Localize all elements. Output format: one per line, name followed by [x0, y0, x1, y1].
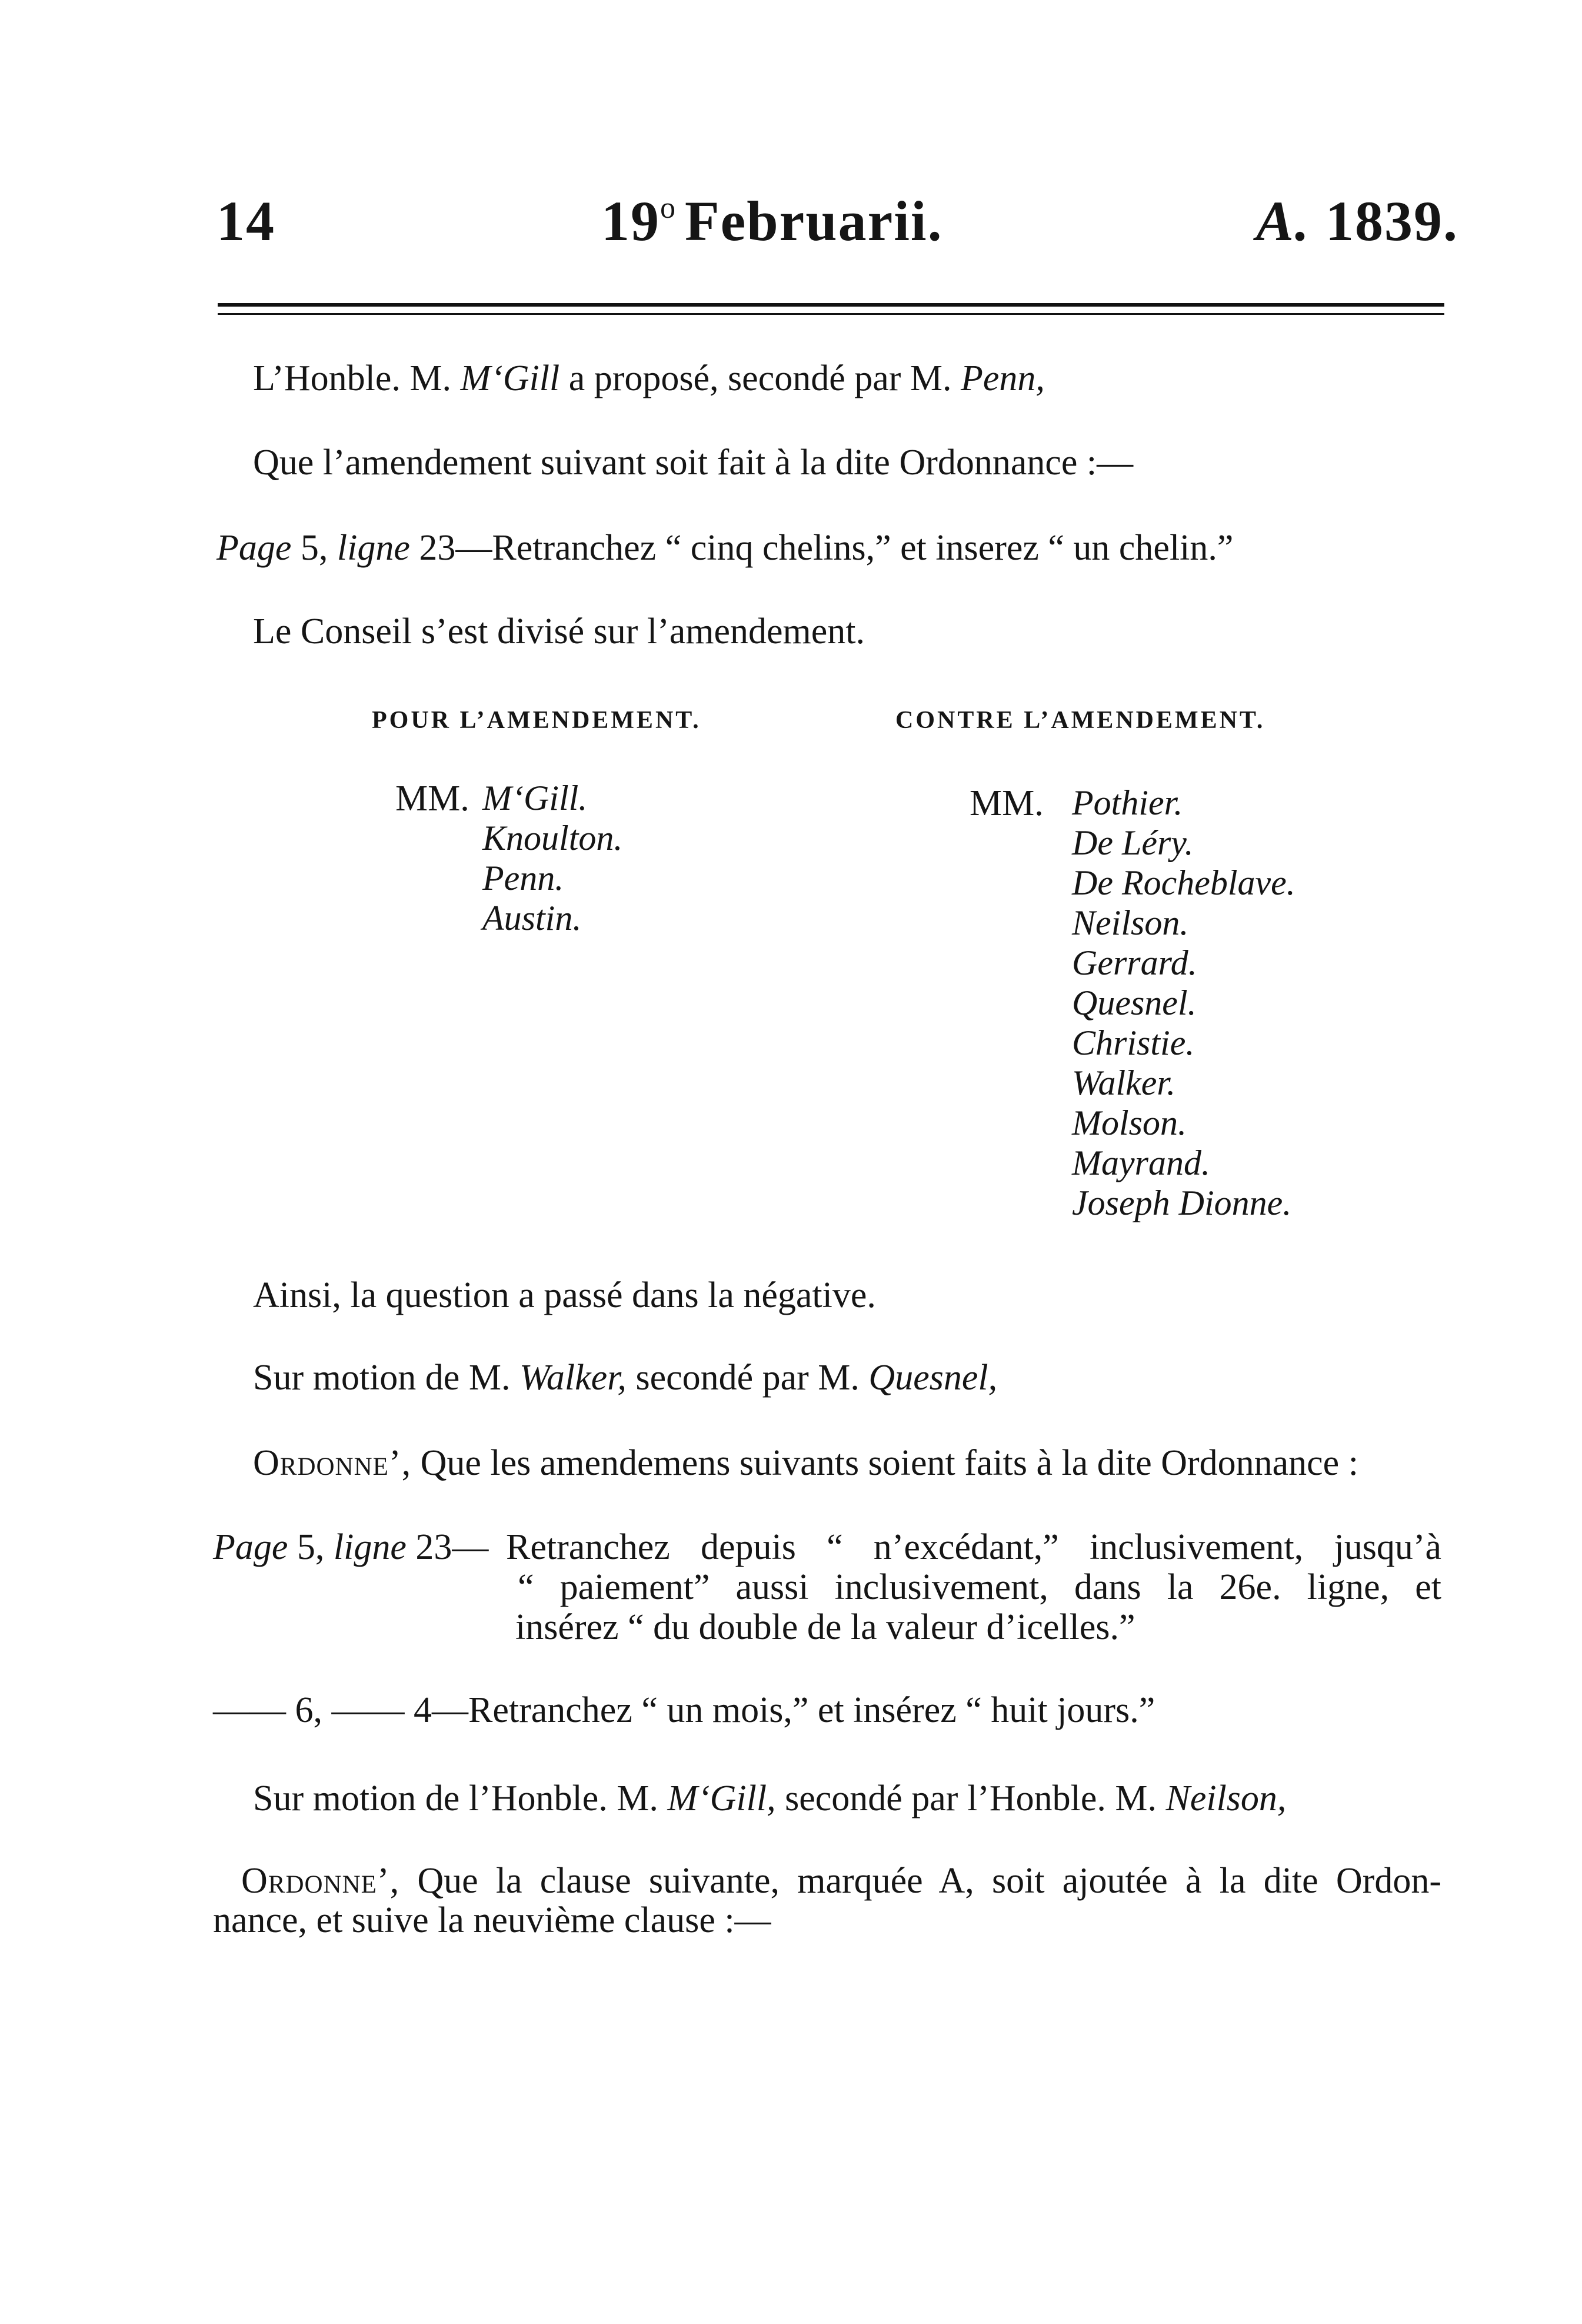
motion-paragraph [253, 360, 1045, 397]
ordonne-label: Ordonne’, [253, 1443, 412, 1483]
page-date [601, 188, 943, 254]
order-paragraph-line-1 [241, 1863, 1441, 1899]
motion-paragraph [253, 1780, 1286, 1817]
list-item: Joseph Dionne. [1072, 1183, 1292, 1222]
list-item: Quesnel. [1072, 983, 1197, 1022]
list-item: Penn. [482, 859, 564, 897]
list-item: Molson. [1072, 1103, 1187, 1142]
list-item: Neilson. [1072, 903, 1189, 942]
ditto-dash: —— [331, 1690, 405, 1730]
text: L’Honble. M. [253, 358, 461, 398]
result-paragraph: Ainsi, la question a passé dans la négative. [253, 1275, 876, 1315]
anno-mark: A. [1256, 189, 1311, 252]
page-year [1256, 188, 1458, 254]
year: 1839. [1325, 189, 1459, 252]
list-item: De Rocheblave. [1072, 863, 1295, 902]
member-name: Neilson, [1165, 1778, 1287, 1818]
order-paragraph [253, 1445, 1358, 1481]
member-name: M‘Gill, [667, 1778, 776, 1818]
against-heading: CONTRE L’AMENDEMENT. [895, 707, 1265, 734]
list-item: M‘Gill. [482, 779, 588, 817]
list-item: De Léry. [1072, 823, 1194, 862]
ordonne-label: Ordonne’, [241, 1861, 400, 1901]
list-item: Austin. [482, 899, 582, 937]
text: Que la clause suivante, marquée A, soit ajoutée à la dite Ordon- [399, 1861, 1441, 1901]
text: Sur motion de M. [253, 1358, 519, 1398]
member-name: Quesnel, [868, 1358, 998, 1398]
amendment-intro: Que l’amendement suivant soit fait à la dite Ordonnance :— [253, 443, 1134, 483]
mm-label-for: MM. [395, 779, 469, 819]
text: Sur motion de l’Honble. M. [253, 1778, 668, 1818]
list-item: Mayrand. [1072, 1143, 1210, 1182]
text: secondé par l’Honble. M. [775, 1778, 1166, 1818]
text: Que les amendemens suivants soient faits à la dite Ordonnance : [411, 1443, 1358, 1483]
amendment-text-line-1: Retranchez depuis “ n’excédant,” inclusivement, jusqu’à [506, 1527, 1441, 1567]
text: 5, [291, 528, 337, 568]
text: 23—Retranchez “ cinq chelins,” et inserez “ un chelin.” [409, 528, 1234, 568]
member-name: Penn, [961, 358, 1045, 398]
amendment-line-2 [213, 1692, 1155, 1728]
division-intro: Le Conseil s’est divisé sur l’amendement. [253, 611, 865, 651]
for-heading: POUR L’AMENDEMENT. [372, 707, 701, 734]
text: 23— [406, 1527, 489, 1567]
amendment-text-line-2: “ paiement” aussi inclusivement, dans la 26e. ligne, et [518, 1567, 1441, 1607]
amendment-text-line-3: insérez “ du double de la valeur d’icelles.” [515, 1607, 1135, 1647]
page-ref: Page [217, 528, 292, 568]
order-paragraph-line-2: nance, et suive la neuvième clause :— [213, 1900, 771, 1940]
list-item: Knoulton. [482, 819, 623, 857]
motion-paragraph [253, 1359, 997, 1396]
list-item: Walker. [1072, 1063, 1176, 1102]
text: 6, [286, 1690, 332, 1730]
date-superscript: o [660, 191, 677, 225]
text: 4—Retranchez “ un mois,” et insérez “ huit jours.” [404, 1690, 1155, 1730]
ditto-dash: —— [213, 1690, 286, 1730]
header-rule-thick [218, 303, 1444, 307]
against-names-list [1072, 783, 1295, 1223]
text: 5, [288, 1527, 334, 1567]
list-item: Gerrard. [1072, 943, 1197, 982]
member-name: M‘Gill [460, 358, 560, 398]
text: a proposé, secondé par M. [559, 358, 961, 398]
for-names-list [482, 778, 622, 938]
mm-label-against: MM. [970, 783, 1044, 823]
header-rule-thin [218, 313, 1444, 315]
date-day: 19 [601, 189, 660, 252]
date-month: Februarii. [685, 189, 943, 252]
amendment-ref [213, 1527, 488, 1567]
amendment-line [217, 530, 1233, 566]
list-item: Christie. [1072, 1023, 1195, 1062]
line-ref: ligne [333, 1527, 407, 1567]
line-ref: ligne [337, 528, 410, 568]
list-item: Pothier. [1072, 783, 1183, 822]
page-ref: Page [213, 1527, 288, 1567]
page-number: 14 [217, 189, 275, 252]
member-name: Walker, [519, 1358, 627, 1398]
text: secondé par M. [626, 1358, 869, 1398]
